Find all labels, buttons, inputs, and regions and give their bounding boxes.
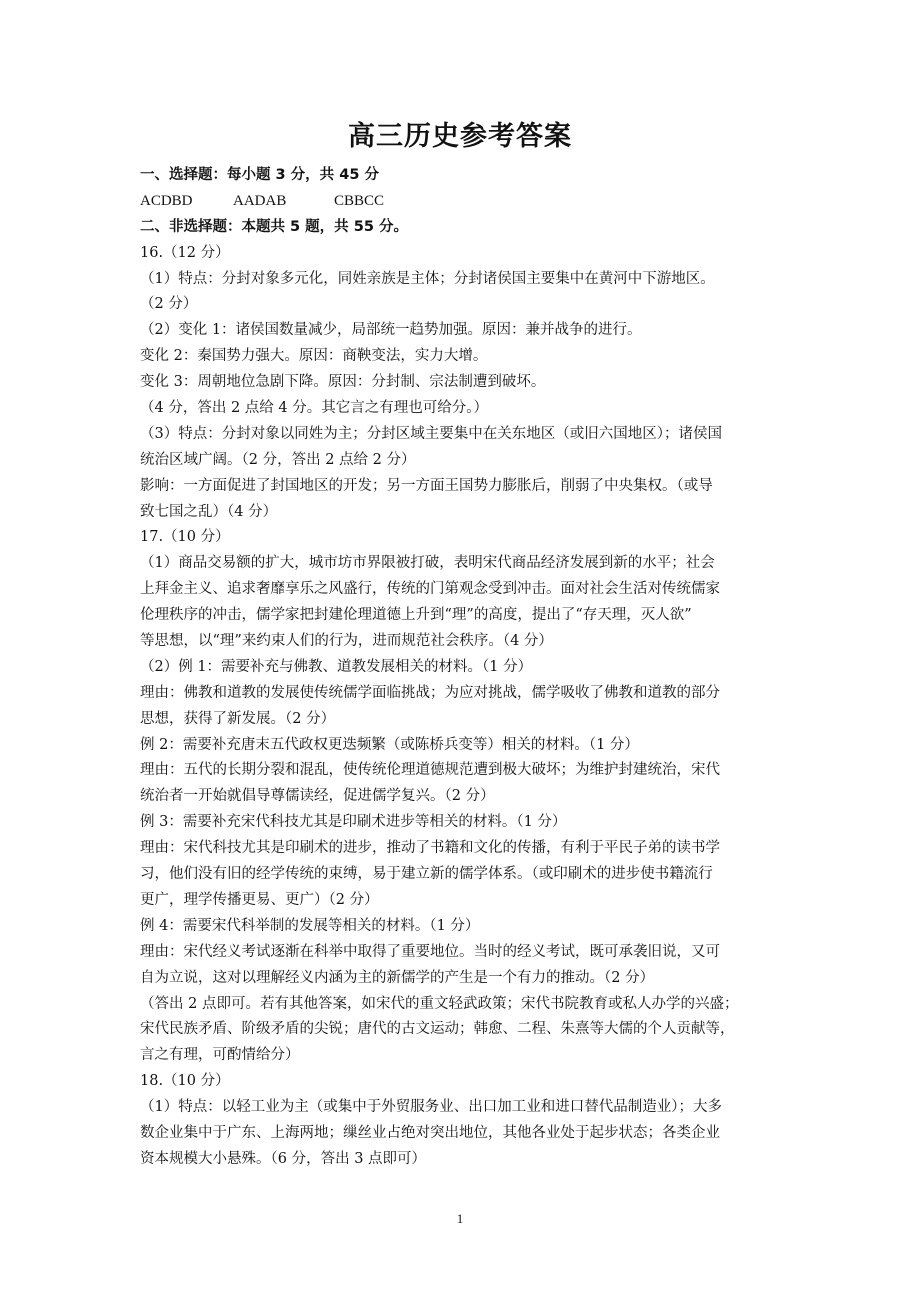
text-line: （3）特点：分封对象以同姓为主；分封区域主要集中在关东地区（或旧六国地区）；诸侯国 bbox=[140, 425, 722, 442]
answer-group: ACDBD bbox=[140, 192, 193, 209]
text-line: 例 3：需要补充宋代科技尤其是印刷术进步等相关的材料。（1 分） bbox=[140, 814, 567, 831]
text-line: 致七国之乱）（4 分） bbox=[140, 503, 278, 520]
text-line: 变化 2：秦国势力强大。原因：商鞅变法，实力大增。 bbox=[140, 348, 488, 365]
text-line: 更广，理学传播更易、更广）（2 分） bbox=[140, 891, 379, 908]
section-heading-choice: 一、选择题：每小题 3 分，共 45 分 bbox=[140, 167, 379, 183]
text-line: 理由：宋代科技尤其是印刷术的进步，推动了书籍和文化的传播，有利于平民子弟的读书学 bbox=[140, 840, 720, 857]
text-line: （2）例 1：需要补充与佛教、道教发展相关的材料。（1 分） bbox=[140, 658, 533, 675]
text-line: 数企业集中于广东、上海两地；缫丝业占绝对突出地位，其他各业处于起步状态；各类企业 bbox=[140, 1124, 720, 1141]
text-line: 自为立说，这对以理解经义内涵为主的新儒学的产生是一个有力的推动。（2 分） bbox=[140, 969, 655, 986]
text-line: （4 分，答出 2 点给 4 分。其它言之有理也可给分。） bbox=[140, 400, 488, 417]
question-16-heading: 16.（12 分） bbox=[140, 244, 230, 261]
text-line: 理由：佛教和道教的发展使传统儒学面临挑战；为应对挑战，儒学吸收了佛教和道教的部分 bbox=[140, 684, 720, 701]
text-line: 例 4：需要宋代科举制的发展等相关的材料。（1 分） bbox=[140, 917, 480, 934]
text-line: （1）商品交易额的扩大，城市坊市界限被打破，表明宋代商品经济发展到新的水平；社会 bbox=[140, 555, 715, 572]
question-17-heading: 17.（10 分） bbox=[140, 529, 230, 546]
text-line: 上拜金主义、追求奢靡享乐之风盛行，传统的门第观念受到冲击。面对社会生活对传统儒家 bbox=[140, 581, 720, 598]
text-line: 伦理秩序的冲击，儒学家把封建伦理道德上升到“理”的高度，提出了“存天理，灭人欲” bbox=[140, 607, 692, 624]
text-line: 等思想，以“理”来约束人们的行为，进而规范社会秩序。（4 分） bbox=[140, 633, 553, 650]
text-line: （2 分） bbox=[140, 296, 198, 313]
text-line: （1）特点：分封对象多元化，同姓亲族是主体；分封诸侯国主要集中在黄河中下游地区。 bbox=[140, 270, 715, 287]
section-heading-nonchoice: 二、非选择题：本题共 5 题，共 55 分。 bbox=[140, 218, 408, 235]
choice-answers bbox=[140, 189, 782, 215]
text-line: 习，他们没有旧的经学传统的束缚，易于建立新的儒学体系。（或印刷术的进步使书籍流行 bbox=[140, 866, 713, 883]
answer-group: AADAB bbox=[233, 192, 287, 209]
text-line: 理由：宋代经义考试逐渐在科举中取得了重要地位。当时的经义考试，既可承袭旧说，又可 bbox=[140, 943, 720, 960]
text-line: 变化 3：周朝地位急剧下降。原因：分封制、宗法制遭到破坏。 bbox=[140, 374, 546, 391]
text-line: 统治者一开始就倡导尊儒读经，促进儒学复兴。（2 分） bbox=[140, 788, 495, 805]
text-line: 影响：一方面促进了封国地区的开发；另一方面王国势力膨胀后，削弱了中央集权。（或导 bbox=[140, 477, 713, 494]
page-number: 1 bbox=[456, 1211, 464, 1226]
text-line: 统治区域广阔。（2 分，答出 2 点给 2 分） bbox=[140, 451, 416, 468]
text-line: （答出 2 点即可。若有其他答案，如宋代的重文轻武政策；宋代书院教育或私人办学的兴盛； bbox=[140, 995, 739, 1012]
text-line: 宋代民族矛盾、阶级矛盾的尖锐；唐代的古文运动；韩愈、二程、朱熹等大儒的个人贡献等， bbox=[140, 1021, 735, 1038]
text-line: （2）变化 1：诸侯国数量减少，局部统一趋势加强。原因：兼并战争的进行。 bbox=[140, 322, 642, 339]
answer-content bbox=[140, 163, 782, 1173]
text-line: （1）特点：以轻工业为主（或集中于外贸服务业、出口加工业和进口替代品制造业）；大多 bbox=[140, 1099, 722, 1116]
text-line: 例 2：需要补充唐末五代政权更迭频繁（或陈桥兵变等）相关的材料。（1 分） bbox=[140, 736, 639, 753]
question-18-heading: 18.（10 分） bbox=[140, 1073, 230, 1090]
text-line: 资本规模大小悬殊。（6 分，答出 3 点即可） bbox=[140, 1150, 427, 1167]
text-line: 言之有理，可酌情给分） bbox=[140, 1047, 300, 1064]
text-line: 理由：五代的长期分裂和混乱，使传统伦理道德规范遭到极大破坏；为维护封建统治，宋代 bbox=[140, 762, 720, 779]
answer-group: CBBCC bbox=[334, 192, 385, 209]
text-line: 思想，获得了新发展。（2 分） bbox=[140, 710, 336, 727]
page-title: 高三历史参考答案 bbox=[348, 121, 572, 152]
